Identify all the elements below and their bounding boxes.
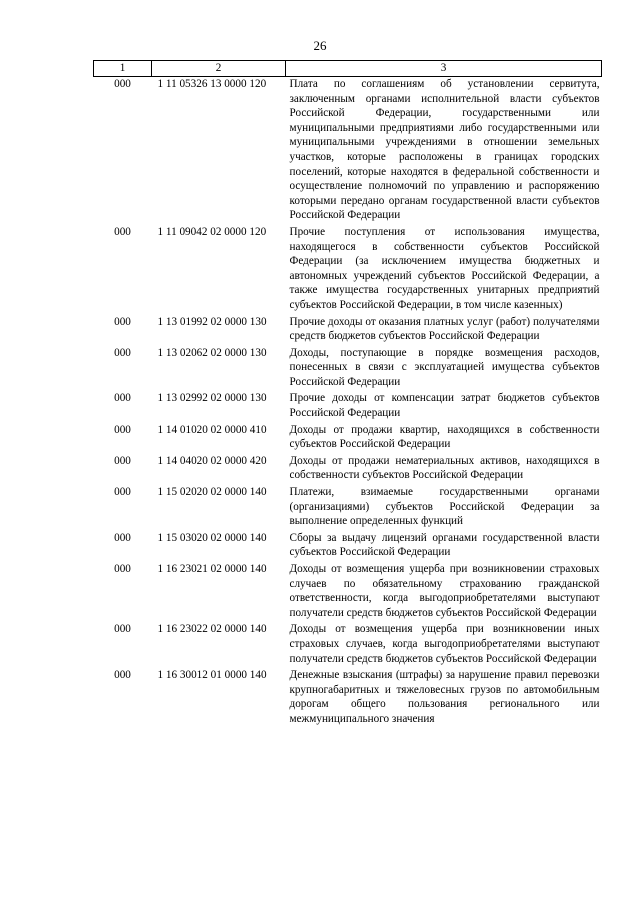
budget-code-cell: 1 14 04020 02 0000 420 (157, 454, 267, 467)
table-row (94, 423, 602, 454)
income-name-cell: Прочие доходы от оказания платных услуг (работ) получателями средств бюджетов субъектов Российской Федерации (289, 315, 600, 343)
budget-code-cell: 1 11 09042 02 0000 120 (157, 225, 267, 238)
table-row (94, 485, 602, 531)
budget-code-cell: 1 16 23021 02 0000 140 (157, 563, 267, 575)
admin-code-cell: 000 (114, 563, 131, 575)
table-body (94, 77, 602, 729)
budget-code-cell: 1 11 05326 13 0000 120 (157, 78, 267, 90)
header-col-1: 1 (94, 61, 152, 77)
header-col-2: 2 (152, 61, 286, 77)
income-name-cell: Денежные взыскания (штрафы) за нарушение правил перевозки крупногабаритных и тяжеловесных грузов по автомобильным дорогам общего пользования регионального или межмуниципального значения (289, 669, 600, 725)
table-header (94, 61, 602, 77)
admin-code-cell: 000 (114, 225, 131, 238)
admin-code-cell: 000 (114, 623, 131, 636)
income-name-cell: Доходы, поступающие в порядке возмещения расходов, понесенных в связи с эксплуатацией имущества субъектов Российской Федерации (289, 346, 600, 388)
table-row (94, 531, 602, 562)
income-name-cell: Плата по соглашениям об установлении сервитута, заключенным органами исполнительной власти субъектов Российской Федерации, государственными или муниципальными предприятиями либо государственными или муниципальными учреждениями в отношении земельных участков, которые расположены в границах городских поселений, которые находятся в федеральной собственности и осуществление полномочий по управлению и распоряжению которыми передано органам государственной власти субъектов Российской Федерации (289, 78, 600, 222)
admin-code-cell: 000 (114, 669, 131, 682)
budget-code-cell: 1 15 03020 02 0000 140 (157, 531, 267, 544)
page-number: 26 (313, 38, 327, 53)
budget-code-cell: 1 15 02020 02 0000 140 (157, 486, 267, 499)
admin-code-cell: 000 (114, 78, 131, 90)
income-name-cell: Доходы от продажи нематериальных активов, находящихся в собственности субъектов Российской Федерации (289, 454, 600, 482)
admin-code-cell: 000 (114, 392, 131, 405)
income-name-cell: Доходы от возмещения ущерба при возникновении страховых случаев по обязательному страхованию гражданской ответственности, когда выгодоприобретателями выступают получатели средств бюджетов субъектов Российской Федерации (289, 563, 600, 619)
budget-code-cell: 1 16 23022 02 0000 140 (157, 623, 267, 636)
table-row (94, 391, 602, 422)
budget-code-cell: 1 16 30012 01 0000 140 (157, 669, 267, 682)
admin-code-cell: 000 (114, 486, 131, 499)
income-name-cell: Прочие поступления от использования имущества, находящегося в собственности субъектов Российской Федерации (за исключением имущества бюджетных и автономных учреждений субъектов Российской Федерации, а также имущества государственных унитарных предприятий субъектов Российской Федерации, в том числе казенных) (289, 225, 600, 311)
admin-code-cell: 000 (114, 454, 131, 467)
admin-code-cell: 000 (114, 423, 131, 436)
table-row (94, 668, 602, 728)
table-row (94, 346, 602, 392)
income-name-cell: Прочие доходы от компенсации затрат бюджетов субъектов Российской Федерации (289, 392, 600, 420)
table-row (94, 225, 602, 315)
revenue-codes-table (93, 60, 602, 729)
budget-code-cell: 1 13 02992 02 0000 130 (157, 392, 267, 405)
budget-code-cell: 1 14 01020 02 0000 410 (157, 423, 267, 436)
table-row (94, 562, 602, 622)
budget-code-cell: 1 13 02062 02 0000 130 (157, 346, 267, 359)
table-row (94, 622, 602, 668)
income-name-cell: Доходы от возмещения ущерба при возникновении иных страховых случаев, когда выгодоприобретателями выступают получатели средств бюджетов субъектов Российской Федерации (289, 623, 600, 665)
admin-code-cell: 000 (114, 346, 131, 359)
table-row (94, 77, 602, 225)
table-row (94, 315, 602, 346)
admin-code-cell: 000 (114, 531, 131, 544)
budget-code-cell: 1 13 01992 02 0000 130 (157, 315, 267, 328)
header-col-3: 3 (286, 61, 602, 77)
income-name-cell: Платежи, взимаемые государственными органами (организациями) субъектов Российской Федерации за выполнение определенных функций (289, 486, 600, 528)
admin-code-cell: 000 (114, 315, 131, 328)
table-row (94, 454, 602, 485)
income-name-cell: Доходы от продажи квартир, находящихся в собственности субъектов Российской Федерации (289, 423, 600, 451)
income-name-cell: Сборы за выдачу лицензий органами государственной власти субъектов Российской Федерации (289, 531, 600, 559)
